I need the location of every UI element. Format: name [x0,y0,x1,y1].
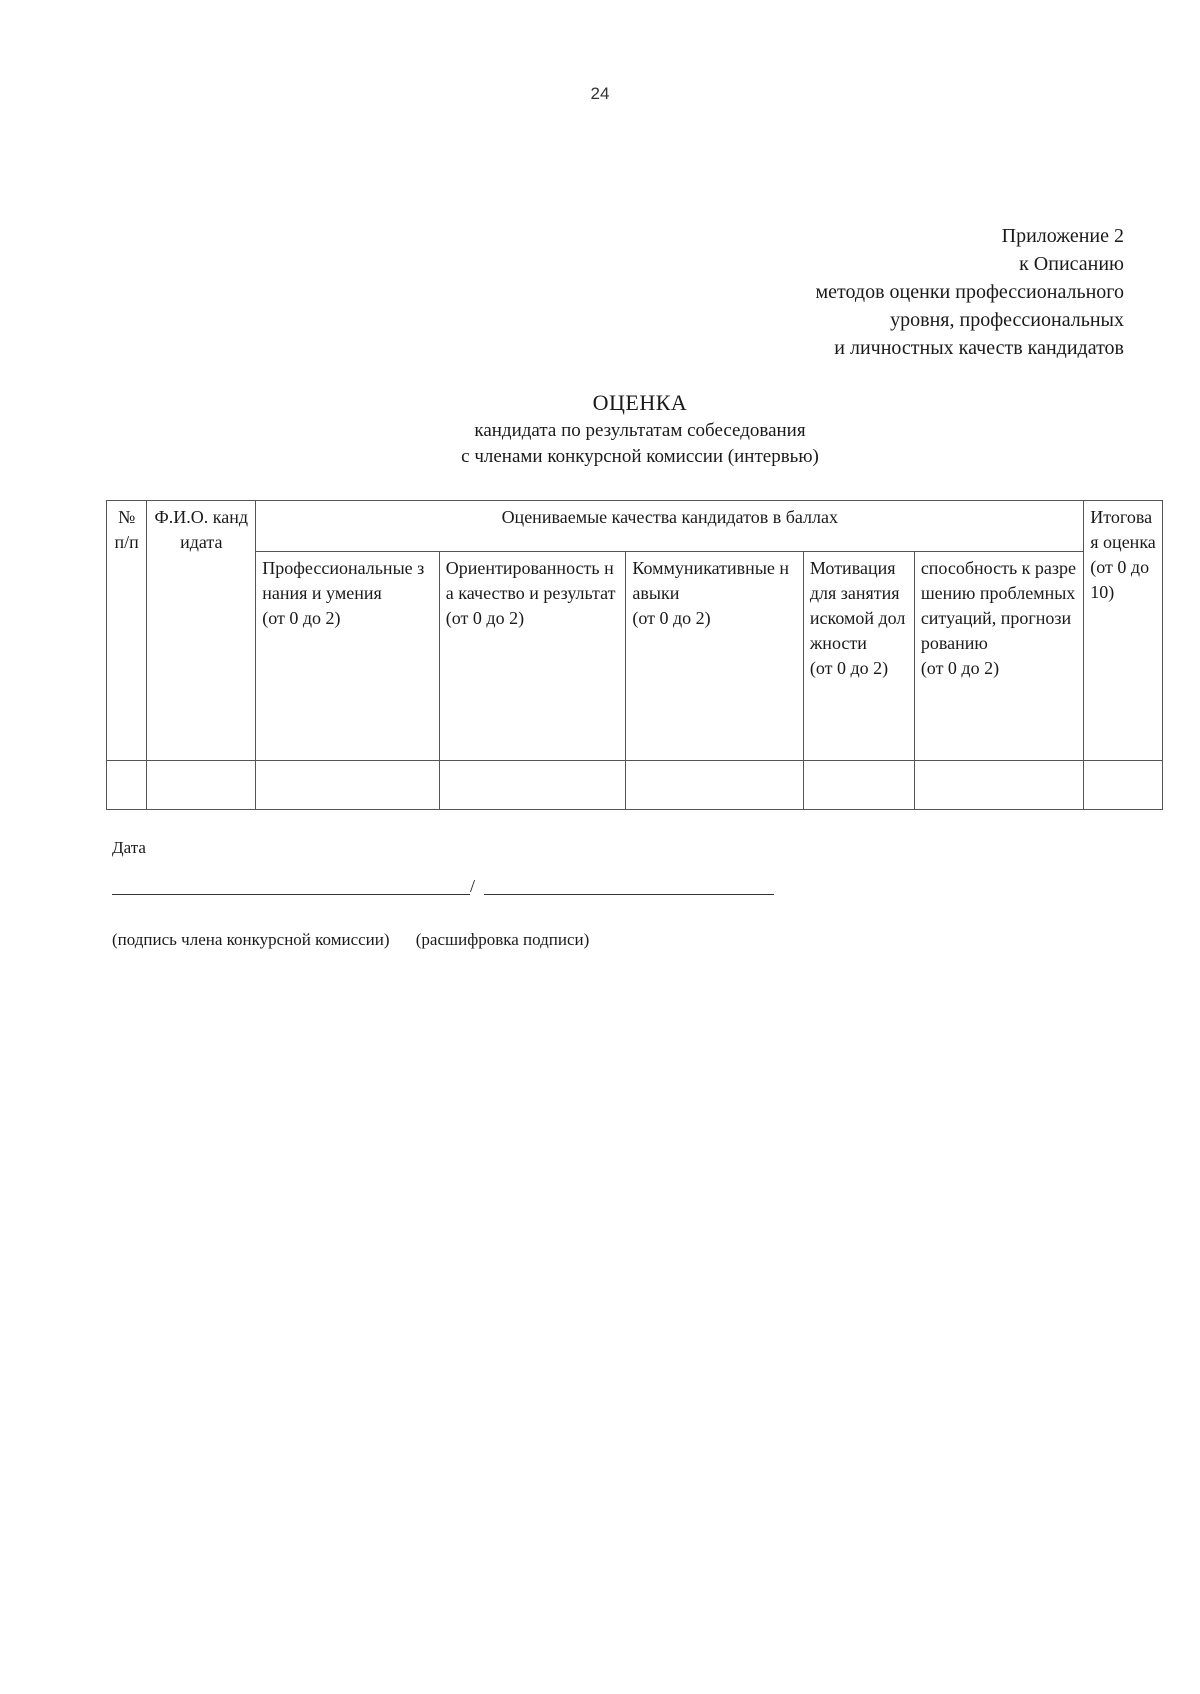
annex-line: Приложение 2 [1001,225,1124,247]
document-subtitle-line: с членами конкурсной комиссии (интервью) [461,446,819,467]
signature-line [112,894,470,895]
header-criterion [803,552,914,761]
header-criterion [439,552,626,761]
cell-total [1084,761,1163,810]
header-number: № п/п [107,501,147,761]
criterion-range: (от 0 до 2) [262,608,341,628]
signature-decoding-caption: (расшифровка подписи) [415,930,590,949]
header-candidate-name: Ф.И.О. кандидата [147,501,256,761]
criterion-range: (от 0 до 2) [920,658,1000,678]
document-title: ОЦЕНКА [592,390,688,415]
cell-candidate-name [147,761,256,810]
criterion-range: (от 0 до 2) [632,608,711,628]
annex-line: уровня, профессиональных [890,309,1124,331]
header-total-score: Итоговая оценка (от 0 до 10) [1084,501,1163,761]
criterion-name: способность к разрешению проблемных ситуаций, прогнозированию [920,558,1077,653]
cell-score [803,761,914,810]
cell-number [107,761,147,810]
signature-caption: (подпись члена конкурсной комиссии) [112,930,390,949]
table-row [107,761,1163,810]
annex-line: методов оценки профессионального [815,281,1124,303]
cell-score [914,761,1083,810]
date-label: Дата [112,838,146,857]
criterion-range: (от 0 до 2) [445,608,525,628]
page-number: 24 [590,84,610,103]
cell-score [626,761,804,810]
criterion-name: Ориентированность на качество и результат [445,558,616,603]
cell-score [256,761,440,810]
header-criterion [626,552,804,761]
cell-score [439,761,626,810]
criterion-range: (от 0 до 2) [809,658,889,678]
signature-slash: / [470,876,476,896]
header-qualities-group: Оцениваемые качества кандидатов в баллах [256,501,1084,552]
document-subtitle-line: кандидата по результатам собеседования [474,420,806,441]
evaluation-table [106,500,1163,810]
annex-line: и личностных качеств кандидатов [834,337,1124,359]
criterion-name: Мотивация для занятия искомой должности [809,558,906,653]
header-criterion [256,552,440,761]
header-criterion [914,552,1083,761]
signature-decoding-line [484,894,774,895]
criterion-name: Профессиональные знания и умения [262,558,425,603]
annex-line: к Описанию [1019,253,1124,275]
criterion-name: Коммуникативные навыки [632,558,790,603]
annex-block [815,222,1124,362]
document-heading [0,388,1200,470]
signature-captions [112,930,589,950]
